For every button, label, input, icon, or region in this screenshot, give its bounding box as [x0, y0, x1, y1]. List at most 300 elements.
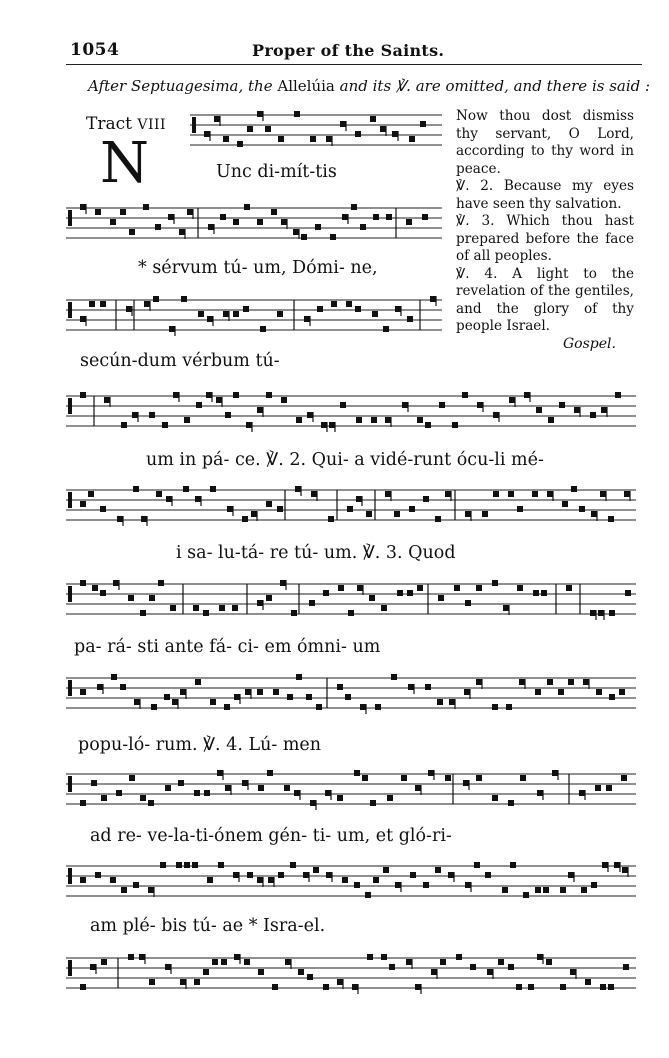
neume-note [116, 790, 122, 796]
neume-note [162, 422, 168, 428]
neume-note [547, 491, 553, 497]
neume-note [523, 892, 529, 898]
neume-note [560, 887, 566, 893]
neume-note [407, 316, 413, 322]
neume-note [345, 694, 351, 700]
neume-note [609, 610, 615, 616]
neume-note [452, 422, 458, 428]
clef-mark [68, 680, 72, 696]
neume-note [465, 882, 471, 888]
neume-note [198, 311, 204, 317]
neume-note [608, 984, 614, 990]
neume-note [247, 126, 253, 132]
neume-note [80, 580, 86, 586]
neume-note [328, 516, 334, 522]
neume-note [247, 872, 253, 878]
neume-note [287, 694, 293, 700]
neume-note [347, 506, 353, 512]
neume-note [431, 969, 437, 975]
neume-note [233, 311, 239, 317]
neume-note [568, 872, 574, 878]
neume-note [280, 580, 286, 586]
neume-note [492, 795, 498, 801]
neume-note [271, 209, 277, 215]
neume-note [445, 775, 451, 781]
neume-note [321, 422, 327, 428]
neume-note [437, 699, 443, 705]
neume-note [143, 204, 149, 210]
neume-note [164, 694, 170, 700]
neume-note [149, 595, 155, 601]
lyric-line: Unc di-mít-tis [216, 162, 337, 182]
neume-note [585, 979, 591, 985]
neume-note [519, 679, 525, 685]
neume-note [408, 684, 414, 690]
neume-note [606, 785, 612, 791]
neume-note [445, 491, 451, 497]
neume-note [425, 422, 431, 428]
neume-note [338, 585, 344, 591]
neume-note [362, 775, 368, 781]
neume-note [80, 689, 86, 695]
neume-note [326, 136, 332, 142]
neume-note [428, 770, 434, 776]
neume-note [244, 959, 250, 965]
lyric-line: ad re- ve-la-ti-ónem gén- ti- um, et gló-ri- [90, 826, 452, 846]
neume-note [608, 516, 614, 522]
neume-note [295, 486, 301, 492]
neume-note [354, 770, 360, 776]
translation-line: ℣. 4. A light to the revelation of the gentiles, and the glory of thy people Israel. [456, 265, 634, 334]
neume-note [194, 979, 200, 985]
chant-staff [190, 103, 442, 163]
neume-note [194, 790, 200, 796]
neume-note [568, 679, 574, 685]
neume-note [366, 511, 372, 517]
neume-note [173, 392, 179, 398]
neume-note [285, 959, 291, 965]
neume-note [406, 219, 412, 225]
neume-note [204, 131, 210, 137]
neume-note [149, 412, 155, 418]
clef-mark [192, 117, 196, 133]
staff-svg [66, 854, 636, 914]
neume-note [291, 610, 297, 616]
neume-note [402, 402, 408, 408]
neume-note [293, 229, 299, 235]
page-number: 1054 [70, 40, 120, 60]
neume-note [307, 974, 313, 980]
neume-note [621, 775, 627, 781]
neume-note [207, 316, 213, 322]
neume-note [214, 116, 220, 122]
neume-note [257, 407, 263, 413]
neume-note [372, 311, 378, 317]
neume-note [313, 867, 319, 873]
neume-note [166, 496, 172, 502]
neume-note [395, 306, 401, 312]
neume-note [245, 689, 251, 695]
neume-note [203, 610, 209, 616]
neume-note [225, 412, 231, 418]
neume-note [337, 684, 343, 690]
neume-note [509, 397, 515, 403]
neume-note [508, 491, 514, 497]
neume-note [415, 785, 421, 791]
staff-svg [190, 103, 442, 163]
neume-note [301, 234, 307, 240]
neume-note [170, 605, 176, 611]
neume-note [369, 595, 375, 601]
clef-mark [68, 960, 72, 976]
neume-note [266, 392, 272, 398]
neume-note [148, 887, 154, 893]
neume-note [165, 785, 171, 791]
neume-note [485, 872, 491, 878]
neume-note [183, 486, 189, 492]
neume-note [224, 704, 230, 710]
neume-note [609, 694, 615, 700]
staff-svg [66, 196, 442, 256]
neume-note [80, 984, 86, 990]
neume-note [329, 422, 335, 428]
neume-note [502, 887, 508, 893]
neume-note [394, 511, 400, 517]
neume-note [423, 882, 429, 888]
neume-note [192, 862, 198, 868]
neume-note [470, 964, 476, 970]
neume-note [381, 954, 387, 960]
neume-note [493, 491, 499, 497]
neume-note [133, 486, 139, 492]
neume-note [373, 214, 379, 220]
neume-note [310, 800, 316, 806]
neume-note [210, 699, 216, 705]
neume-note [117, 516, 123, 522]
neume-note [325, 790, 331, 796]
chant-staff [66, 196, 442, 256]
neume-note [386, 214, 392, 220]
neume-note [623, 964, 629, 970]
neume-note [417, 417, 423, 423]
neume-note [508, 964, 514, 970]
neume-note [590, 610, 596, 616]
neume-note [217, 770, 223, 776]
neume-note [615, 392, 621, 398]
neume-note [104, 397, 110, 403]
neume-note [337, 979, 343, 985]
neume-note [296, 417, 302, 423]
neume-note [552, 770, 558, 776]
staff-svg [66, 572, 636, 632]
clef-mark [68, 302, 72, 318]
neume-note [371, 417, 377, 423]
neume-note [284, 785, 290, 791]
neume-note [492, 580, 498, 586]
neume-note [385, 417, 391, 423]
neume-note [139, 954, 145, 960]
staff-svg [66, 384, 636, 444]
neume-note [351, 204, 357, 210]
neume-note [465, 600, 471, 606]
neume-note [340, 121, 346, 127]
neume-note [342, 877, 348, 883]
neume-note [129, 775, 135, 781]
neume-note [97, 684, 103, 690]
neume-note [533, 590, 539, 596]
neume-note [579, 506, 585, 512]
clef-mark [68, 776, 72, 792]
neume-note [246, 422, 252, 428]
neume-note [591, 882, 597, 888]
neume-note [113, 580, 119, 586]
rubric-part2: and its ℣. are omitted, and there is said : [334, 77, 651, 95]
neume-note [422, 214, 428, 220]
neume-note [476, 585, 482, 591]
neume-note [111, 674, 117, 680]
neume-note [184, 417, 190, 423]
neume-note [435, 867, 441, 873]
neume-note [462, 392, 468, 398]
neume-note [258, 785, 264, 791]
neume-note [548, 417, 554, 423]
neume-note [435, 516, 441, 522]
neume-note [95, 209, 101, 215]
translation-line: Now thou dost dismiss thy servant, O Lord, according to thy word in peace. [456, 108, 634, 177]
neume-note [101, 795, 107, 801]
neume-note [535, 689, 541, 695]
neume-note [360, 224, 366, 230]
neume-note [281, 397, 287, 403]
neume-note [121, 887, 127, 893]
neume-note [365, 892, 371, 898]
neume-note [232, 605, 238, 611]
lyric-line: popu-ló- rum. ℣. 4. Lú- men [78, 735, 322, 755]
neume-note [543, 887, 549, 893]
staff-svg [66, 666, 636, 726]
neume-note [581, 887, 587, 893]
neume-note [120, 684, 126, 690]
neume-note [482, 511, 488, 517]
neume-note [227, 506, 233, 512]
neume-note [206, 392, 212, 398]
neume-note [242, 516, 248, 522]
chant-staff [66, 854, 636, 914]
neume-note [148, 800, 154, 806]
neume-note [296, 674, 302, 680]
rubric [88, 77, 650, 95]
neume-note [315, 224, 321, 230]
neume-note [375, 704, 381, 710]
neume-note [251, 511, 257, 517]
neume-note [370, 800, 376, 806]
neume-note [180, 979, 186, 985]
clef-mark [68, 492, 72, 508]
neume-note [624, 491, 630, 497]
neume-note [625, 590, 631, 596]
neume-note [244, 204, 250, 210]
neume-note [547, 679, 553, 685]
neume-note [144, 301, 150, 307]
neume-note [233, 872, 239, 878]
neume-note [571, 486, 577, 492]
staff-svg [66, 478, 636, 538]
neume-note [380, 126, 386, 132]
neume-note [591, 511, 597, 517]
neume-note [579, 790, 585, 796]
neume-note [323, 984, 329, 990]
staff-svg [66, 946, 636, 1006]
translation-column [456, 108, 634, 336]
neume-note [566, 585, 572, 591]
neume-note [354, 882, 360, 888]
neume-note [323, 590, 329, 596]
chant-staff [66, 946, 636, 1006]
neume-note [391, 674, 397, 680]
neume-note [503, 605, 509, 611]
neume-note [474, 862, 480, 868]
neume-note [266, 595, 272, 601]
neume-note [223, 136, 229, 142]
neume-note [219, 605, 225, 611]
neume-note [220, 214, 226, 220]
neume-note [278, 136, 284, 142]
neume-note [176, 862, 182, 868]
neume-note [528, 984, 534, 990]
neume-note [409, 506, 415, 512]
neume-note [454, 585, 460, 591]
neume-note [532, 491, 538, 497]
neume-note [401, 775, 407, 781]
neume-note [602, 862, 608, 868]
neume-note [516, 984, 522, 990]
neume-note [294, 111, 300, 117]
neume-note [257, 600, 263, 606]
neume-note [272, 984, 278, 990]
lyric-line: secún-dum vérbum tú- [80, 351, 280, 371]
neume-note [121, 422, 127, 428]
neume-note [160, 862, 166, 868]
neume-note [212, 959, 218, 965]
neume-note [187, 209, 193, 215]
lyric-line: um in pá- ce. ℣. 2. Qui- a vidé-runt ócu-li mé- [146, 450, 544, 470]
neume-note [141, 516, 147, 522]
neume-note [337, 795, 343, 801]
neume-note [110, 877, 116, 883]
neume-note [517, 506, 523, 512]
neume-note [180, 689, 186, 695]
neume-note [155, 224, 161, 230]
neume-note [184, 862, 190, 868]
neume-note [128, 595, 134, 601]
neume-note [506, 704, 512, 710]
neume-note [389, 964, 395, 970]
neume-note [562, 501, 568, 507]
neume-note [417, 585, 423, 591]
neume-note [440, 959, 446, 965]
neume-note [355, 306, 361, 312]
neume-note [204, 790, 210, 796]
neume-note [356, 496, 362, 502]
neume-note [410, 872, 416, 878]
neume-note [383, 326, 389, 332]
neume-note [257, 111, 263, 117]
neume-note [409, 136, 415, 142]
neume-note [265, 126, 271, 132]
chant-staff [66, 762, 636, 822]
neume-note [133, 882, 139, 888]
neume-note [126, 306, 132, 312]
neume-note [346, 301, 352, 307]
neume-note [331, 301, 337, 307]
neume-note [306, 694, 312, 700]
neume-note [134, 699, 140, 705]
neume-note [294, 790, 300, 796]
lyric-line: am plé- bis tú- ae * Isra-el. [90, 916, 326, 936]
neume-note [596, 689, 602, 695]
neume-note [614, 862, 620, 868]
neume-note [449, 699, 455, 705]
neume-note [266, 501, 272, 507]
neume-note [583, 679, 589, 685]
neume-note [476, 775, 482, 781]
neume-note [406, 959, 412, 965]
neume-note [140, 610, 146, 616]
neume-note [80, 800, 86, 806]
neume-note [476, 679, 482, 685]
neume-note [356, 417, 362, 423]
neume-note [100, 301, 106, 307]
neume-note [257, 689, 263, 695]
neume-note [181, 296, 187, 302]
neume-note [508, 800, 514, 806]
neume-note [510, 862, 516, 868]
neume-note [342, 214, 348, 220]
neume-note [355, 131, 361, 137]
neume-note [195, 679, 201, 685]
lyric-line: i sa- lu-tá- re tú- um. ℣. 3. Quod [176, 543, 456, 563]
neume-note [387, 795, 393, 801]
neume-note [90, 964, 96, 970]
lyric-line: pa- rá- sti ante fá- ci- em ómni- um [74, 637, 381, 657]
neume-note [590, 412, 596, 418]
chant-staff [66, 666, 636, 726]
neume-note [233, 392, 239, 398]
header-rule [66, 64, 642, 65]
neume-note [326, 872, 332, 878]
neume-note [492, 704, 498, 710]
neume-note [268, 877, 274, 883]
neume-note [395, 882, 401, 888]
rubric-part1: After Septuagesima, the [88, 77, 278, 95]
neume-note [100, 506, 106, 512]
neume-note [487, 969, 493, 975]
tract-word: Tract [86, 114, 132, 134]
neume-note [149, 979, 155, 985]
neume-note [498, 959, 504, 965]
neume-note [360, 704, 366, 710]
neume-note [95, 872, 101, 878]
neume-note [234, 954, 240, 960]
neume-note [430, 296, 436, 302]
neume-note [100, 590, 106, 596]
neume-note [317, 306, 323, 312]
neume-note [277, 311, 283, 317]
clef-mark [68, 398, 72, 414]
neume-note [598, 610, 604, 616]
translation-line: ℣. 3. Which thou hast prepared before the face of all peoples. [456, 213, 634, 264]
neume-note [88, 491, 94, 497]
